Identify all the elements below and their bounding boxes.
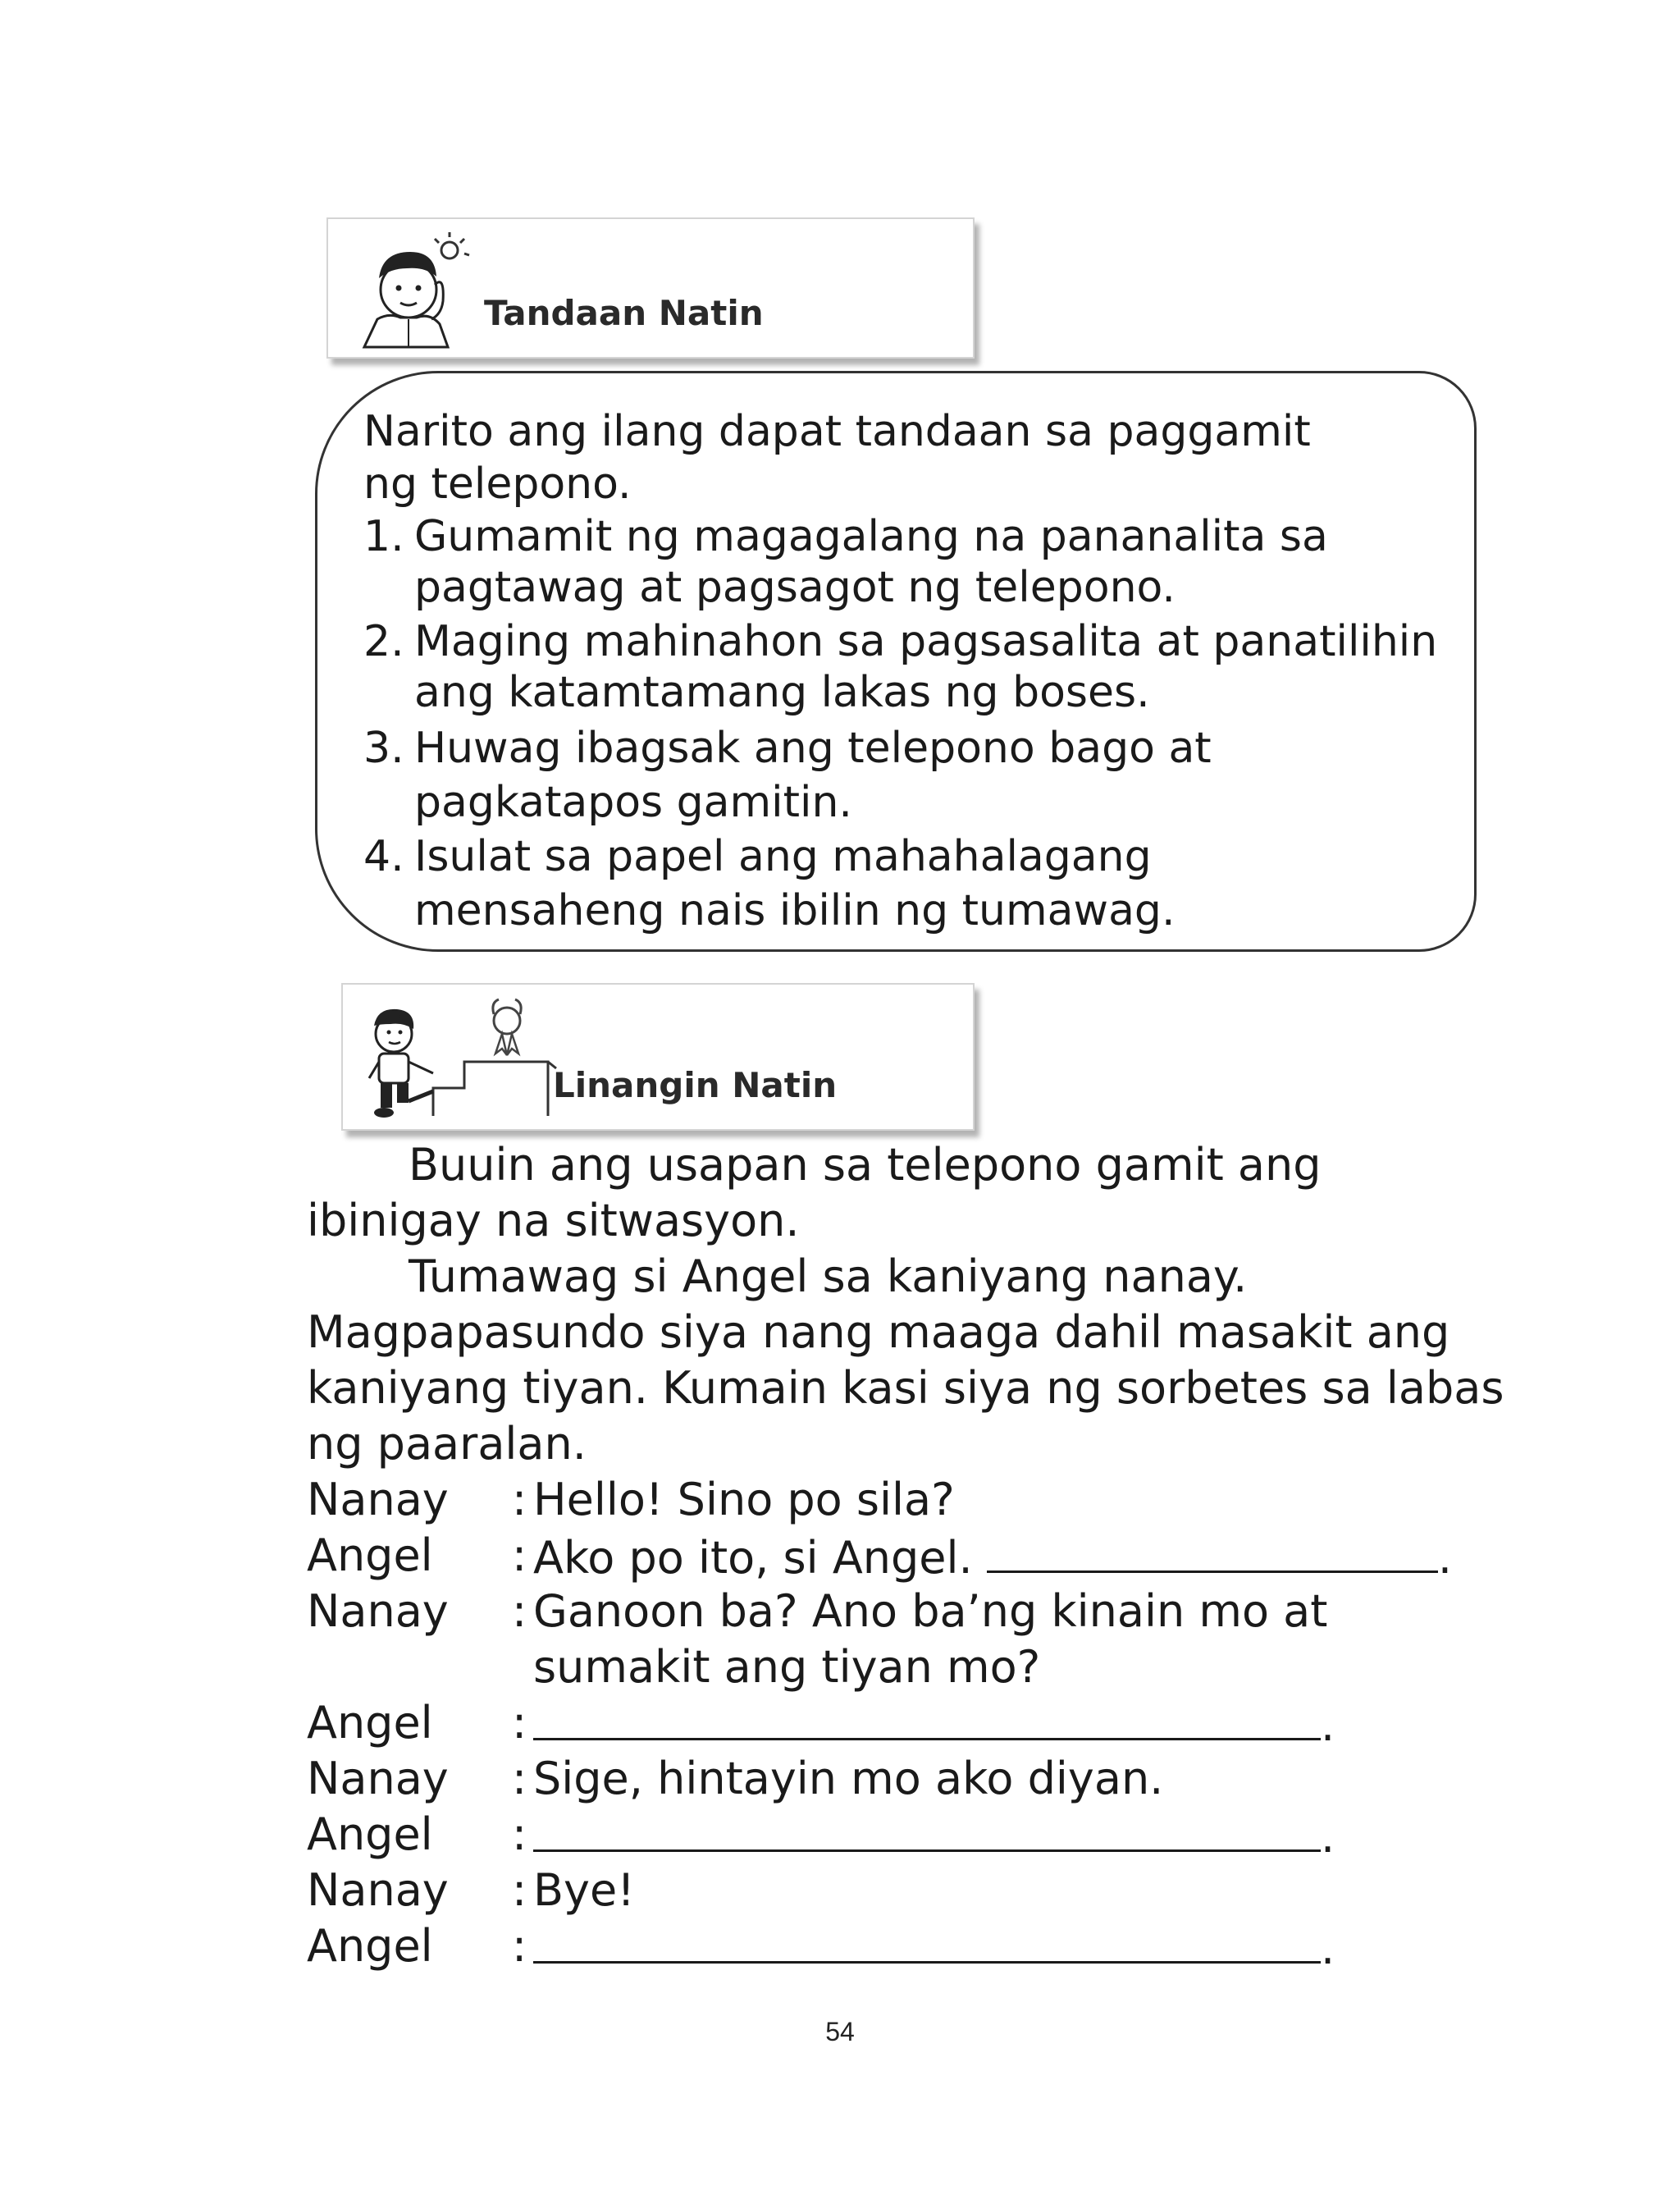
colon: : <box>512 1529 527 1581</box>
dialogue-answer <box>533 1528 1452 1586</box>
dialogue-line <box>307 1472 1488 1528</box>
boy-climbing-steps-icon <box>354 993 568 1124</box>
colon: : <box>512 1808 527 1860</box>
dialogue-text: Ako po ito, si Angel. <box>533 1532 973 1584</box>
reminder-item <box>363 830 1430 938</box>
reminder-item <box>363 615 1438 723</box>
answer-blank[interactable] <box>987 1528 1438 1573</box>
colon: : <box>512 1474 527 1525</box>
answer-blank[interactable] <box>533 1807 1321 1852</box>
instruction-line: Buuin ang usapan sa telepono gamit ang <box>409 1139 1322 1191</box>
colon: : <box>512 1920 527 1972</box>
intro-line: ng telepono. <box>363 459 632 509</box>
colon: : <box>512 1864 527 1916</box>
dialogue-line <box>307 1863 1488 1918</box>
reminder-item <box>363 510 1430 618</box>
item-text: mensaheng nais ibilin ng tumawag. <box>414 886 1176 935</box>
section-title: Linangin Natin <box>553 1065 838 1105</box>
dialogue-line <box>307 1918 1488 1974</box>
section-title: Tandaan Natin <box>484 293 764 333</box>
speaker-name: Angel <box>307 1920 433 1972</box>
answer-blank[interactable] <box>533 1695 1321 1740</box>
end-punctuation: . <box>1437 1532 1452 1584</box>
item-text: Isulat sa papel ang mahahalagang <box>414 832 1152 881</box>
speaker-name: Angel <box>307 1529 433 1581</box>
dialogue-line <box>307 1528 1488 1584</box>
colon: : <box>512 1753 527 1804</box>
dialogue-text: Ganoon ba? Ano ba’ng kinain mo at <box>533 1585 1328 1637</box>
dialogue-line <box>307 1695 1488 1751</box>
item-text: Maging mahinahon sa pagsasalita at panatilihin <box>414 617 1438 666</box>
linangin-natin-banner <box>341 983 975 1131</box>
colon: : <box>512 1585 527 1637</box>
situation-line: Tumawag si Angel sa kaniyang nanay. <box>409 1250 1248 1302</box>
dialogue-text: Hello! Sino po sila? <box>533 1474 955 1525</box>
dialogue-line <box>307 1584 1488 1695</box>
speaker-name: Nanay <box>307 1864 449 1916</box>
speaker-name: Angel <box>307 1808 433 1860</box>
item-number: 3. <box>363 724 404 773</box>
item-text: ang katamtamang lakas ng boses. <box>414 668 1150 717</box>
end-punctuation: . <box>1321 1699 1335 1751</box>
reminder-item <box>363 721 1430 830</box>
page-number: 54 <box>825 2017 855 2046</box>
speaker-name: Angel <box>307 1697 433 1749</box>
answer-blank[interactable] <box>533 1918 1321 1964</box>
dialogue-line <box>307 1751 1488 1807</box>
item-text: Gumamit ng magagalang na pananalita sa <box>414 512 1328 561</box>
dialogue-answer <box>533 1695 1335 1753</box>
situation-line: kaniyang tiyan. Kumain kasi siya ng sorbetes sa labas <box>307 1362 1504 1414</box>
instruction-line: ibinigay na sitwasyon. <box>307 1195 800 1246</box>
dialogue-text: sumakit ang tiyan mo? <box>533 1641 1041 1693</box>
speaker-name: Nanay <box>307 1753 449 1804</box>
item-number: 2. <box>363 617 404 666</box>
dialogue-line <box>307 1807 1488 1863</box>
dialogue-answer <box>533 1807 1335 1865</box>
thinking-boy-icon <box>353 227 484 350</box>
item-text: pagkatapos gamitin. <box>414 778 852 827</box>
dialogue-text: Sige, hintayin mo ako diyan. <box>533 1753 1164 1804</box>
item-text: Huwag ibagsak ang telepono bago at <box>414 724 1212 773</box>
item-number: 4. <box>363 832 404 881</box>
dialogue-answer <box>533 1918 1335 1977</box>
end-punctuation: . <box>1321 1923 1335 1974</box>
dialogue-text: Bye! <box>533 1864 635 1916</box>
colon: : <box>512 1697 527 1749</box>
item-number: 1. <box>363 512 404 561</box>
speaker-name: Nanay <box>307 1585 449 1637</box>
intro-line: Narito ang ilang dapat tandaan sa paggamit <box>363 407 1311 456</box>
end-punctuation: . <box>1321 1811 1335 1863</box>
item-text: pagtawag at pagsagot ng telepono. <box>414 563 1176 612</box>
situation-line: Magpapasundo siya nang maaga dahil masakit ang <box>307 1306 1450 1358</box>
reminder-box <box>315 371 1477 952</box>
situation-line: ng paaralan. <box>307 1418 587 1470</box>
speaker-name: Nanay <box>307 1474 449 1525</box>
tandaan-natin-banner <box>326 217 975 359</box>
